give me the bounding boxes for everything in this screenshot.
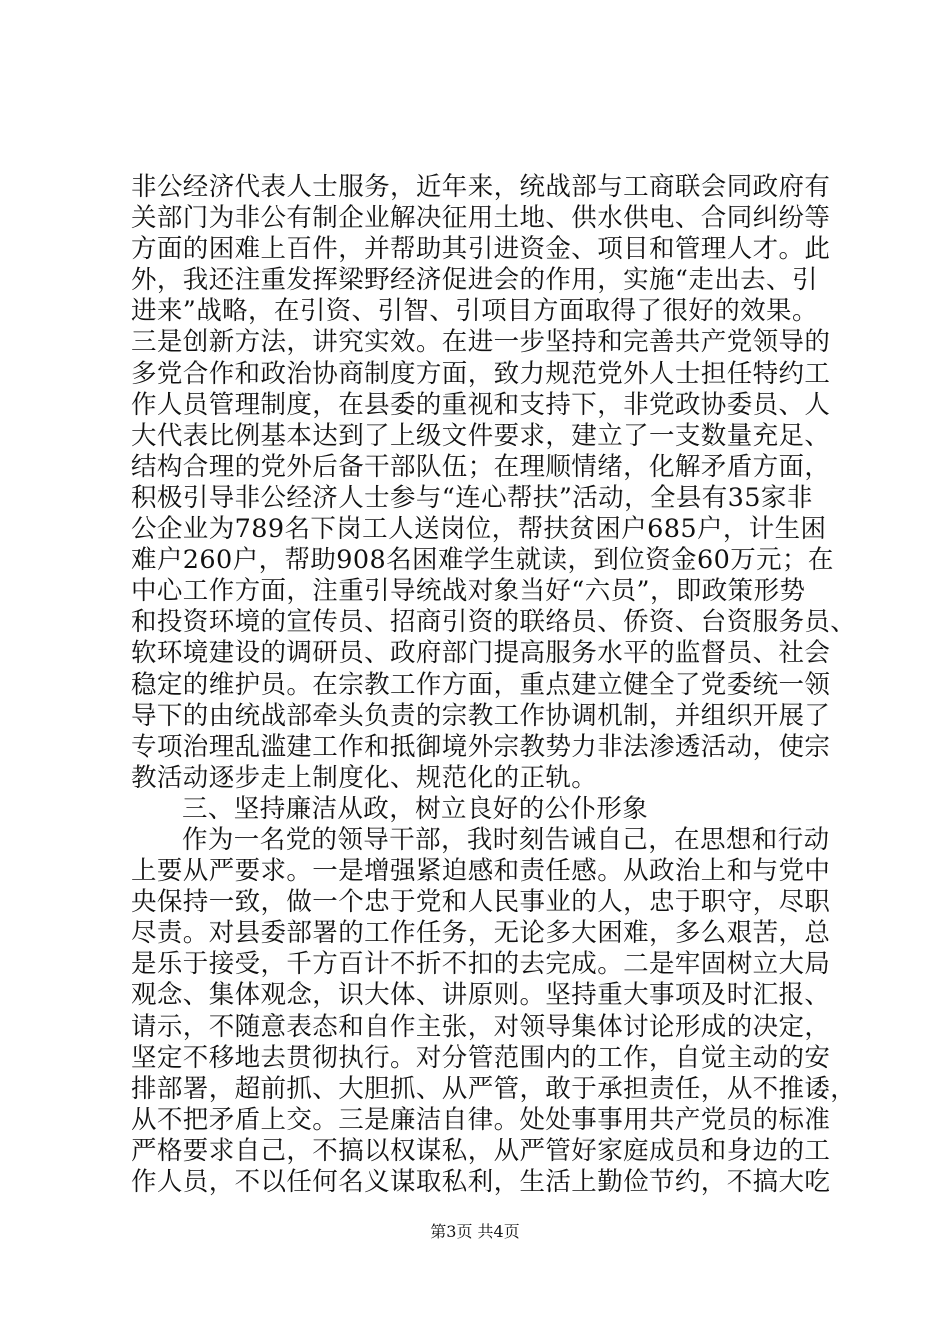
text-line: 上要从严要求。一是增强紧迫感和责任感。从政治上和与党中 — [131, 856, 831, 887]
text-line: 公企业为789名下岗工人送岗位，帮扶贫困户685户，计生困 — [131, 514, 827, 545]
text-line: 是乐于接受，千方百计不折不扣的去完成。二是牢固树立大局 — [131, 949, 831, 980]
text-line: 尽责。对县委部署的工作任务，无论多大困难，多么艰苦，总 — [131, 918, 831, 949]
text-line: 坚定不移地去贯彻执行。对分管范围内的工作，自觉主动的安 — [131, 1042, 831, 1073]
text-line: 作人员，不以任何名义谋取私利，生活上勤俭节约，不搞大吃 — [131, 1167, 831, 1197]
text-line: 专项治理乱滥建工作和抵御境外宗教势力非法渗透活动，使宗 — [131, 731, 831, 762]
page-number-footer: 第3页 共4页 — [430, 1222, 520, 1241]
section-heading: 三、坚持廉洁从政，树立良好的公仆形象 — [182, 793, 649, 824]
text-line: 排部署，超前抓、大胆抓、从严管，敢于承担责任，从不推诿， — [131, 1073, 857, 1104]
text-line: 中心工作方面，注重引导统战对象当好“六员”，即政策形势 — [131, 576, 806, 607]
text-line: 积极引导非公经济人士参与“连心帮扶”活动，全县有35家非 — [131, 482, 813, 513]
text-line: 关部门为非公有制企业解决征用土地、供水供电、合同纠纷等 — [131, 203, 831, 234]
text-line: 进来”战略，在引资、引智、引项目方面取得了很好的效果。 — [131, 296, 818, 327]
text-line: 软环境建设的调研员、政府部门提高服务水平的监督员、社会 — [131, 638, 831, 669]
text-line: 外，我还注重发挥梁野经济促进会的作用，实施“走出去、引 — [131, 265, 818, 296]
text-line: 难户260户，帮助908名困难学生就读，到位资金60万元；在 — [131, 545, 834, 576]
text-line: 教活动逐步走上制度化、规范化的正轨。 — [131, 762, 598, 793]
text-line: 严格要求自己，不搞以权谋私，从严管好家庭成员和身边的工 — [131, 1135, 831, 1166]
text-line: 央保持一致，做一个忠于党和人民事业的人，忠于职守，尽职 — [131, 887, 831, 918]
text-line: 作人员管理制度，在县委的重视和支持下，非党政协委员、人 — [131, 389, 831, 420]
text-line: 大代表比例基本达到了上级文件要求，建立了一支数量充足、 — [131, 420, 831, 451]
text-line: 稳定的维护员。在宗教工作方面，重点建立健全了党委统一领 — [131, 669, 831, 700]
text-line: 多党合作和政治协商制度方面，致力规范党外人士担任特约工 — [131, 358, 831, 389]
text-line: 方面的困难上百件，并帮助其引进资金、项目和管理人才。此 — [131, 234, 831, 265]
text-line: 三是创新方法，讲究实效。在进一步坚持和完善共产党领导的 — [131, 327, 831, 358]
body-text — [131, 172, 857, 1198]
text-line: 导下的由统战部牵头负责的宗教工作协调机制，并组织开展了 — [131, 700, 831, 731]
text-line: 作为一名党的领导干部，我时刻告诫自己，在思想和行动 — [182, 824, 830, 855]
text-line: 观念、集体观念，识大体、讲原则。坚持重大事项及时汇报、 — [131, 980, 831, 1011]
text-line: 结构合理的党外后备干部队伍；在理顺情绪，化解矛盾方面， — [131, 451, 831, 482]
text-line: 非公经济代表人士服务，近年来，统战部与工商联会同政府有 — [131, 172, 831, 202]
text-line: 请示，不随意表态和自作主张，对领导集体讨论形成的决定， — [131, 1011, 831, 1042]
text-line: 从不把矛盾上交。三是廉洁自律。处处事事用共产党员的标准 — [131, 1104, 831, 1135]
text-line: 和投资环境的宣传员、招商引资的联络员、侨资、台资服务员、 — [131, 607, 857, 638]
